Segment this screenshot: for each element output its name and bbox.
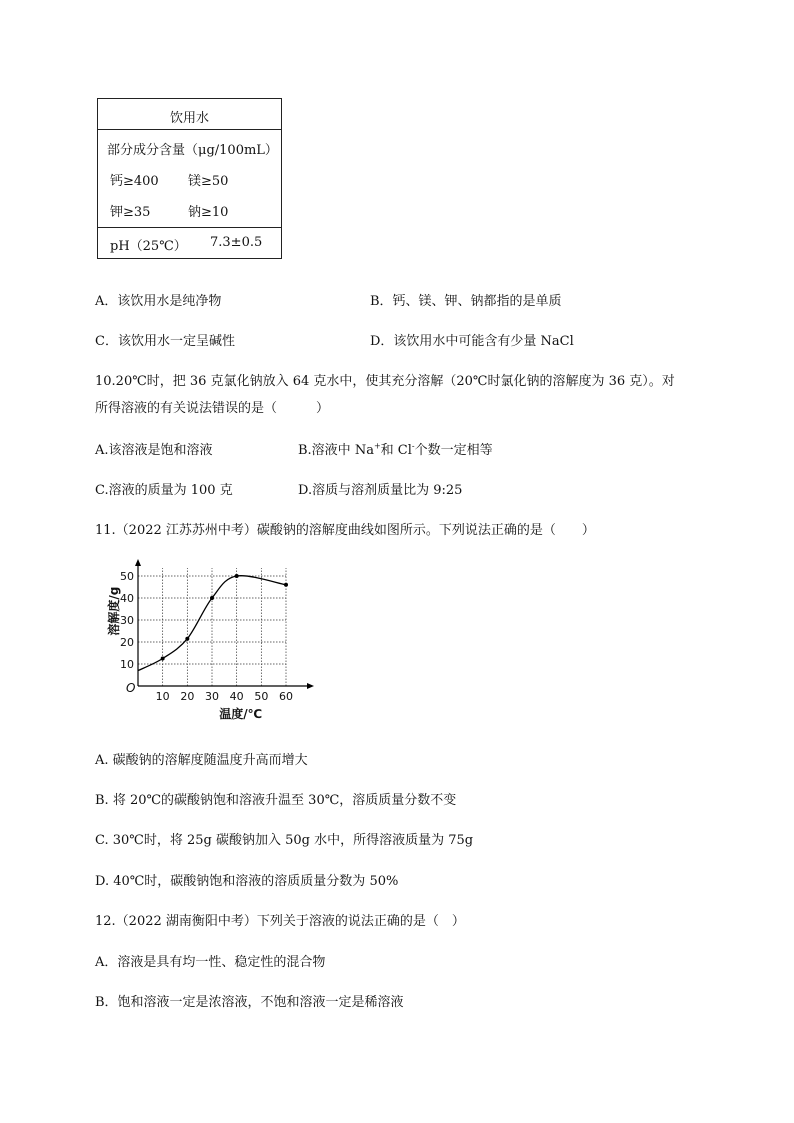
magnesium-content: 镁≥50: [188, 174, 229, 189]
x-tick-label: 50: [254, 690, 269, 703]
info-box-header: [98, 99, 281, 130]
q12-option-a: A．溶液是具有均一性、稳定性的混合物: [95, 955, 326, 970]
q11-option-a: A. 碳酸钠的溶解度随温度升高而增大: [95, 753, 308, 768]
chart-axes: [135, 559, 314, 689]
calcium-content: 钙≥400: [110, 174, 159, 189]
q10-stem-line1: 10.20℃时，把 36 克氯化钠放入 64 克水中，使其充分溶解（20℃时氯化钠的溶解度为 36 克）。对: [95, 374, 675, 389]
solubility-chart: [107, 562, 340, 722]
chart-grid: [138, 568, 286, 686]
x-tick-label: 10: [155, 690, 170, 703]
q10-option-b: [298, 439, 493, 458]
x-axis-title: 温度/℃: [219, 707, 263, 721]
x-tick-label: 20: [180, 690, 195, 703]
y-axis-arrow: [135, 559, 141, 566]
x-tick-label: 60: [279, 690, 293, 703]
q11-option-c: C. 30℃时，将 25g 碳酸钠加入 50g 水中，所得溶液质量为 75g: [95, 833, 474, 848]
sodium-content: 钠≥10: [188, 205, 229, 220]
info-box-divider: [98, 227, 281, 228]
ph-label: pH（25℃）: [110, 239, 187, 254]
q10-stem-line2: 所得溶液的有关说法错误的是（ ）: [95, 401, 330, 416]
info-box-subtitle: 部分成分含量（μg/100mL）: [107, 143, 278, 158]
q9-option-b: B．钙、镁、钾、钠都指的是单质: [370, 294, 562, 309]
y-tick-label: 40: [120, 592, 134, 605]
q12-option-b: B．饱和溶液一定是浓溶液，不饱和溶液一定是稀溶液: [95, 995, 404, 1010]
x-tick-label: 40: [229, 690, 244, 703]
q11-stem: 11.（2022 江苏苏州中考）碳酸钠的溶解度曲线如图所示。下列说法正确的是（ ）: [95, 523, 595, 538]
info-box-title: 饮用水: [169, 111, 209, 126]
y-tick-label: 50: [120, 570, 134, 583]
y-axis-title: 溶解度/g: [107, 586, 121, 636]
q12-stem: 12.（2022 湖南衡阳中考）下列关于溶液的说法正确的是（ ）: [95, 914, 465, 929]
q10-option-b-text-2: 和 Cl: [380, 443, 412, 458]
q9-option-a: A．该饮用水是纯净物: [95, 294, 222, 309]
data-point: [284, 583, 288, 587]
x-tick-label: 30: [205, 690, 219, 703]
q10-option-b-text-3: 个数一定相等: [414, 443, 493, 458]
x-axis-arrow: [307, 683, 314, 689]
data-point: [185, 637, 189, 641]
q9-option-d: D．该饮用水中可能含有少量 NaCl: [370, 334, 574, 349]
potassium-content: 钾≥35: [110, 205, 151, 220]
chloride-charge: -: [411, 441, 415, 451]
data-point: [161, 657, 165, 661]
y-tick-label: 10: [120, 658, 134, 671]
q10-option-a: A.该溶液是饱和溶液: [95, 443, 213, 458]
ph-value: 7.3±0.5: [210, 235, 263, 250]
data-point: [235, 574, 239, 578]
origin-label: O: [126, 681, 136, 695]
q11-option-d: D. 40℃时，碳酸钠饱和溶液的溶质质量分数为 50%: [95, 874, 399, 889]
q11-option-b: B. 将 20℃的碳酸钠饱和溶液升温至 30℃，溶质质量分数不变: [95, 793, 457, 808]
y-tick-label: 30: [120, 614, 134, 627]
chart-curve: [138, 574, 288, 671]
drinking-water-info-box: [97, 98, 282, 259]
chart-labels: [106, 570, 293, 721]
q10-option-b-text-1: B.溶液中 Na: [298, 443, 374, 458]
q9-option-c: C．该饮用水一定呈碱性: [95, 334, 235, 349]
y-tick-label: 20: [120, 636, 134, 649]
q10-option-c: C.溶液的质量为 100 克: [95, 483, 233, 498]
q10-option-d: D.溶质与溶剂质量比为 9:25: [298, 483, 463, 498]
sodium-charge: +: [373, 441, 381, 451]
data-point: [210, 596, 214, 600]
